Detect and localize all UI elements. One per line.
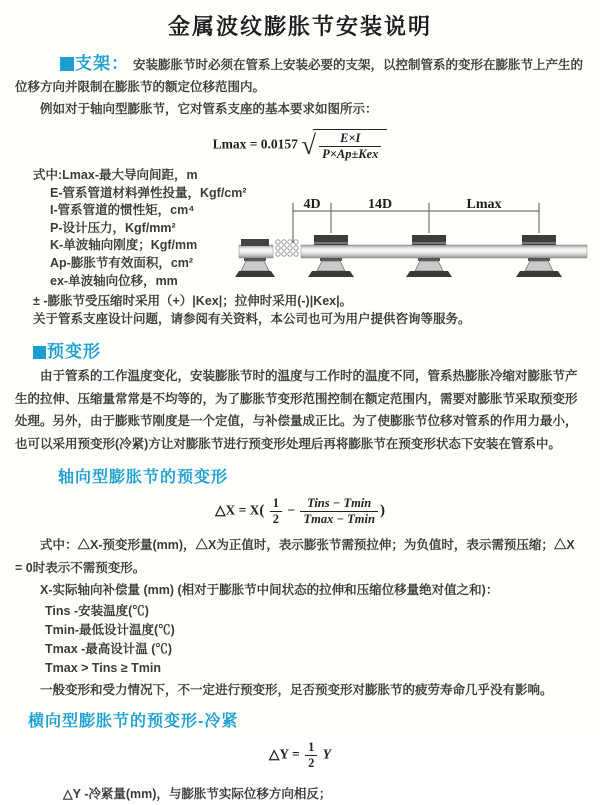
lmax-formula-lhs: Lmax = 0.0157 — [212, 136, 298, 152]
radicand — [313, 129, 387, 162]
axial-formula — [15, 496, 585, 527]
half-fraction — [305, 740, 317, 771]
support-intro-text: 安装膨胀节时必须在管系上安装必要的支架，以控制管系的变形在膨胀节上产生的位移方向并限制在膨胀节的额定位移范围内。 — [15, 58, 584, 94]
dimension-labels — [303, 197, 501, 212]
temp-definition-line: Tmax > Tins ≥ Tmin — [45, 660, 162, 675]
section-square-icon — [33, 346, 46, 359]
lateral-formula — [15, 740, 585, 771]
pre-deform-section-heading-row — [33, 337, 585, 362]
section-square-icon — [60, 57, 74, 71]
support-intro-paragraph — [15, 53, 585, 98]
radicand-fraction — [319, 131, 381, 162]
definitions-and-diagram — [15, 167, 585, 290]
half-fraction — [270, 496, 282, 527]
dimension-label-4d: 4D — [303, 197, 321, 212]
definition-line: K-单波轴向刚度；Kgf/mm — [50, 238, 198, 253]
definition-line: P-设计压力，Kgf/mm² — [50, 220, 176, 235]
temp-fraction-den: Tmax − Tmin — [303, 512, 375, 527]
consult-note: 关于管系支座设计问题，请参阅有关资料，本公司也可为用户提供咨询等服务。 — [33, 311, 471, 326]
pre-deform-section-heading: 预变形 — [47, 342, 101, 362]
axial-explain-paragraph: 式中：△X-预变形量(mm)，△X为正值时，表示膨张节需预拉伸；为负值时，表示需预压缩；△X = 0时表示不需预变形。 — [15, 538, 575, 575]
definition-line: I-管系管道的惯性矩，cm⁴ — [50, 203, 195, 218]
axial-x-definition: X-实际轴向补偿量 (mm) (相对于膨胀节中间状态的拉伸和压缩位移量绝对值之和)： — [40, 583, 499, 598]
definition-line: E-管系管道材料弹性投量，Kgf/cm² — [50, 185, 247, 200]
dimension-label-lmax: Lmax — [466, 197, 502, 212]
plus-minus-note: ± -膨胀节受压缩时采用（+）|Kex|；拉伸时采用(-)|Kex|。 — [33, 294, 353, 309]
temp-definition-line: Tins -安装温度(℃) — [45, 603, 149, 618]
axial-sub-heading: 轴向型膨胀节的预变形 — [58, 469, 229, 487]
radical-sign: √ — [301, 130, 317, 160]
half-den: 2 — [272, 512, 280, 527]
page-title: 金属波纹膨胀节安装说明 — [167, 14, 432, 39]
temp-definition-line: Tmax -最高设计温 (℃) — [45, 641, 173, 656]
bellows — [276, 240, 298, 256]
fraction-numerator: E×I — [319, 131, 381, 147]
pipe-support-diagram — [239, 195, 589, 295]
lateral-y-definition: △Y -冷紧量(mm)，与膨胀节实际位移方向相反； — [63, 787, 332, 802]
lateral-formula-rhs: Y — [322, 746, 331, 762]
axial-note-paragraph: 一般变形和受力情况下，不一定进行预变形，足否预变形对膨胀节的疲劳寿命几乎没有影响。 — [40, 682, 553, 697]
pipe-stub — [239, 245, 273, 258]
fraction-denominator: P×Ap±Kex — [322, 147, 379, 161]
axial-formula-lhs: △X = X — [215, 502, 260, 518]
temp-definition-line: Tmin-最低设计温度(℃) — [45, 622, 175, 637]
lmax-formula — [15, 129, 585, 162]
half-num: 1 — [270, 496, 282, 512]
half-num: 1 — [305, 740, 317, 756]
lateral-formula-lhs: △Y = — [269, 746, 300, 762]
lateral-sub-heading: 横向型膨胀节的预变形-冷紧 — [28, 713, 239, 731]
definition-line: ex-单波轴向位移，mm — [50, 273, 178, 288]
temp-fraction-num: Tins − Tmin — [300, 496, 377, 512]
pre-deform-paragraph: 由于管系的工作温度变化，安装膨胀节时的温度与工作时的温度不同，管系热膨胀冷缩对膨胀节产生的拉伸、压缩量常常是不均等的，为了膨胀节变形范围控制在额定范围内，需要对膨胀节采取预变形处理。另外，由于膨账节刚度是一个定值，与补偿量成正比。为了使膨胀节位移对管系的作用力最小，也可以采用预变形(冷紧)方让对膨胀节进行预变形处理后再将膨胀节在预变形状态下安装在管系中。 — [15, 369, 578, 451]
temperature-fraction — [300, 496, 377, 527]
pipe — [301, 245, 587, 258]
close-paren: ) — [379, 502, 385, 519]
definition-line: 式中:Lmax-最大导向间距，m — [33, 168, 198, 182]
open-paren: ( — [259, 502, 265, 519]
support-example-paragraph: 例如对于轴向型膨胀节，它对管系支座的基本要求如图所示： — [40, 102, 378, 116]
half-den: 2 — [308, 756, 315, 771]
dimension-label-14d: 14D — [367, 197, 393, 212]
minus-sign: − — [287, 502, 296, 518]
support-section-heading: 支架： — [75, 54, 129, 73]
definition-line: Ap-膨胀节有效面积，cm² — [50, 255, 194, 270]
